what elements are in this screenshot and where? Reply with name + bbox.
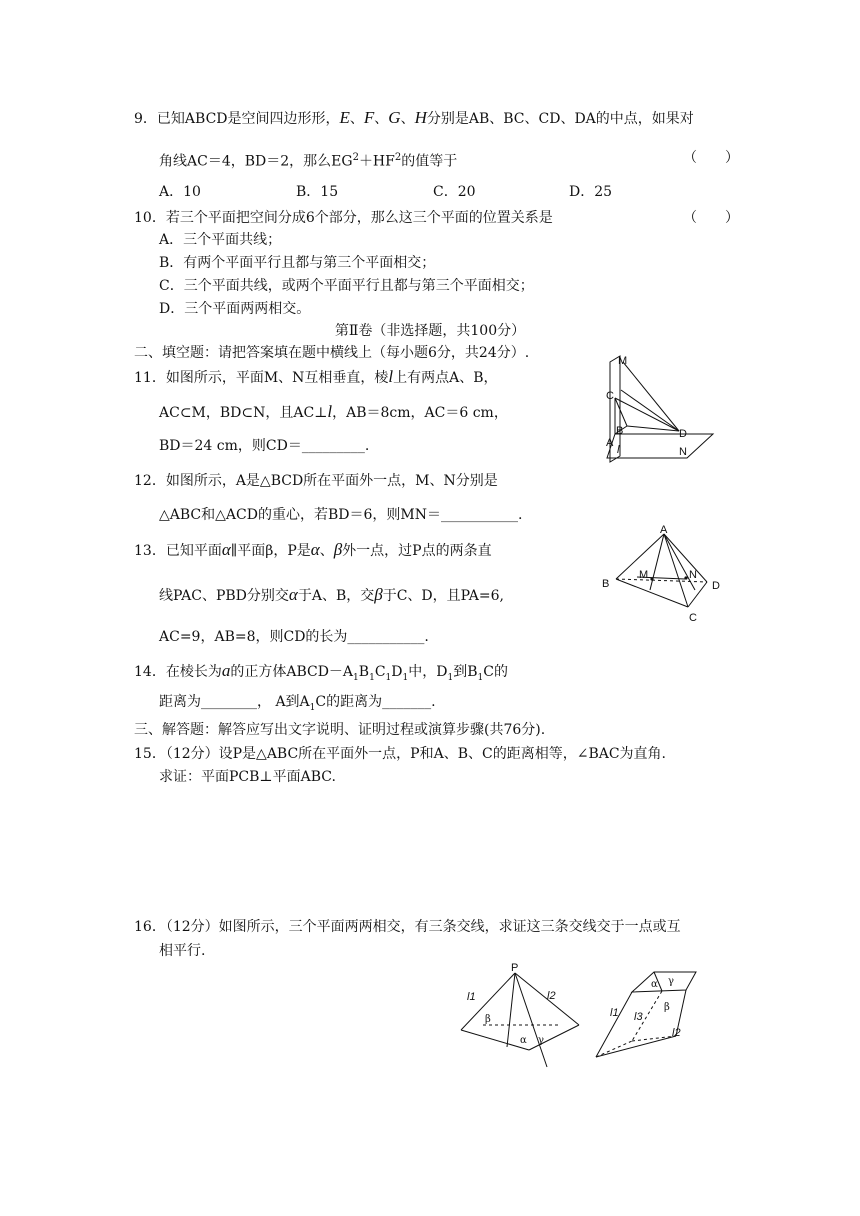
fig16b-label-alpha: α	[651, 979, 658, 990]
q9-line1: 9．已知ABCD是空间四边形形，E、F、G、H分别是AB、BC、CD、DA的中点，如果对	[134, 108, 694, 127]
fig12-label-m: M	[639, 569, 649, 581]
q14-line2: 距离为________， A到$A_1C$的距离为_______.	[159, 694, 436, 713]
figure-q16-right	[592, 964, 702, 1060]
fig16a-label-l2: l2	[547, 990, 556, 1002]
q9-line2: 角线AC＝4，BD＝2，那么$EG^2+HF^2$的值等于	[159, 152, 458, 170]
q15-line1: 15．（12分）设P是△ABC所在平面外一点，P和A、B、C的距离相等，∠BAC为直角.	[134, 746, 667, 762]
q10-option-c: C．三个平面共线，或两个平面平行且都与第三个平面相交；	[159, 278, 534, 294]
fig16a-label-p: P	[511, 963, 519, 974]
q10-option-b: B．有两个平面平行且都与第三个平面相交；	[159, 255, 436, 271]
q10-paren: （ ）	[683, 210, 739, 226]
q13-line3: AC=9，AB=8，则CD的长为___________.	[159, 629, 429, 645]
q9-option-c: C．20	[433, 184, 476, 200]
q9-option-d: D．25	[569, 184, 613, 200]
figure-q11	[595, 352, 725, 464]
q10-option-d: D．三个平面两两相交。	[159, 301, 311, 317]
q14-line1: 14．在棱长为a的正方体$ABCD-A_1B_1C_1D_1$中，$D_1$到$B_1C$的	[134, 661, 508, 683]
fig11-label-l: l	[617, 444, 620, 456]
fig16b-label-l2: l2	[672, 1027, 681, 1039]
q16-line2: 相平行.	[159, 943, 206, 959]
q16-line1: 16．（12分）如图所示，三个平面两两相交，有三条交线，求证这三条交线交于一点或互	[134, 919, 681, 935]
q11-line1: 11．如图所示，平面M、N互相垂直，棱l上有两点A、B，	[134, 367, 498, 386]
q13-line1: 13．已知平面α∥平面β，P是α、β外一点，过P点的两条直	[134, 540, 492, 559]
fig12-label-c: C	[689, 612, 697, 624]
fig11-label-b: B	[616, 425, 624, 437]
q11-line3: BD＝24 cm，则CD＝_________.	[159, 438, 370, 454]
q13-line2: 线PAC、PBD分别交α于A、B，交β于C、D，且PA=6,	[159, 585, 504, 604]
fig16b-label-l1: l1	[610, 1007, 619, 1019]
fig11-label-a: A	[606, 437, 614, 449]
section2-title: 二、填空题：请把答案填在题中横线上（每小题6分，共24分）.	[134, 345, 530, 361]
point-h: H	[414, 108, 427, 127]
fig12-label-b: B	[602, 578, 610, 590]
fig11-label-c: C	[606, 390, 614, 402]
fig16a-label-l1: l1	[467, 991, 476, 1003]
fig12-label-a: A	[660, 524, 668, 536]
point-g: G	[388, 108, 401, 127]
q10-stem: 10．若三个平面把空间分成6个部分，那么这三个平面的位置关系是	[134, 210, 553, 226]
fig12-label-n: N	[689, 569, 697, 581]
part2-title: 第Ⅱ卷（非选择题，共100分）	[334, 323, 526, 339]
fig16b-label-beta: β	[664, 1002, 670, 1013]
q15-line2: 求证：平面PCB⊥平面ABC.	[159, 769, 336, 785]
fig16b-label-l3: l3	[634, 1011, 643, 1023]
q10-option-a: A．三个平面共线；	[159, 232, 282, 248]
q9-paren: （ ）	[683, 150, 739, 166]
q12-line1: 12．如图所示，A是△BCD所在平面外一点，M、N分别是	[134, 473, 498, 489]
q9-option-b: B．15	[296, 184, 339, 200]
fig11-label-m: M	[618, 355, 628, 367]
fig16a-label-beta: β	[485, 1014, 491, 1025]
fig16b-label-gamma: γ	[668, 976, 674, 987]
section3-title: 三、解答题：解答应写出文字说明、证明过程或演算步骤(共76分).	[134, 722, 546, 738]
q11-line2: AC⊂M，BD⊂N，且AC⊥l，AB＝8cm，AC＝6 cm，	[159, 402, 508, 421]
q9-option-a: A．10	[159, 184, 201, 200]
point-e: E	[339, 108, 350, 127]
figure-q12	[596, 522, 726, 626]
fig11-label-n: N	[679, 446, 687, 458]
fig16a-label-alpha: α	[520, 1035, 527, 1046]
fig12-label-d: D	[712, 580, 720, 592]
figure-q16-left	[455, 963, 585, 1071]
fig11-label-d: D	[679, 428, 687, 440]
point-f: F	[363, 108, 375, 127]
q12-line2: △ABC和△ACD的重心，若BD＝6，则MN＝___________.	[159, 507, 523, 523]
fig16a-label-gamma: γ	[538, 1035, 544, 1046]
